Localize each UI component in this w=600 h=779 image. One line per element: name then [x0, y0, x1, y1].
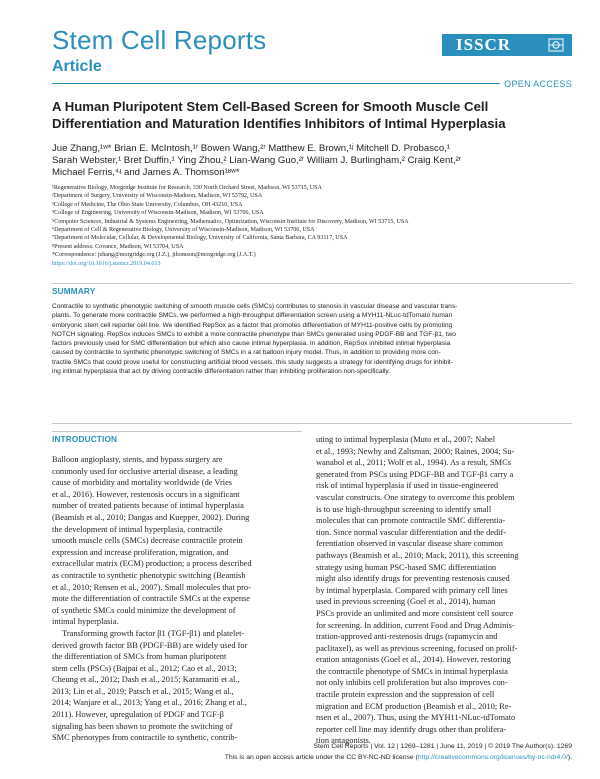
body-line: PSCs provide an unlimited and more consistent cell source	[316, 608, 514, 618]
open-access-badge: OPEN ACCESS	[500, 79, 572, 89]
body-line: derived growth factor BB (PDGF-BB) are widely used for	[52, 640, 248, 650]
author-list	[52, 143, 552, 179]
author-line: Michael Ferris,⁴ʵ and James A. Thomson¹ʶʷ*	[52, 167, 240, 178]
body-line: is to use high-throughput screening to identify small	[316, 504, 492, 514]
header-rule	[52, 83, 572, 84]
body-line: pathways (Beamish et al., 2010; Mack, 2011), this screening	[316, 550, 519, 560]
body-line: Transforming growth factor β1 (TGF-β1) and platelet-	[62, 628, 245, 638]
affiliation-line: ⁵Computer Sciences, Industrial & Systems Engineering, Mathematics, Optimization, Wisconsin Institute for Discovery, Madison, WI 53715, USA	[52, 218, 409, 225]
body-line: number of treated patients because of intimal hyperplasia	[52, 501, 244, 511]
summary-line: ing intimal hyperplasia that act by driving contractile differentiation rather than inhibiting proliferation non-specifically.	[52, 368, 391, 376]
author-line: Sarah Webster,¹ Bret Duffin,¹ Ying Zhou,² Lian-Wang Guo,²ʳ William J. Burlingham,² Craig Kent,²ʳ	[52, 155, 462, 166]
body-line: by intimal hyperplasia. Compared with primary cell lines	[316, 585, 508, 595]
body-line: the development of intimal hyperplasia, contractile	[52, 524, 223, 534]
body-line: wanabol et al., 2011; Wolf et al., 1994). As a result, SMCs	[316, 458, 511, 468]
intro-rule	[52, 431, 302, 432]
body-line: expression and increase proliferation, migration, and	[52, 547, 229, 557]
title-line: A Human Pluripotent Stem Cell-Based Screen for Smooth Muscle Cell	[52, 99, 489, 114]
affiliations	[52, 184, 572, 268]
title-line: Differentiation and Maturation Identifies Inhibitors of Intimal Hyperplasia	[52, 116, 506, 131]
intro-left-column	[52, 454, 302, 744]
body-line: molecules that can promote contractile SMC differentia-	[316, 516, 506, 526]
body-line: tion. Since normal vascular differentiation and the dedif-	[316, 527, 507, 537]
article-title	[52, 98, 562, 132]
body-line: cause of morbidity and mortality worldwide (de Vries	[52, 478, 233, 488]
introduction-heading: INTRODUCTION	[52, 435, 118, 444]
isscr-logo-text: ISSCR	[456, 35, 512, 54]
body-line: generated from PSCs using PDGF-BB and TGF-β1 carry a	[316, 469, 514, 479]
body-line: tractile protein expression and the suppression of cell	[316, 690, 495, 700]
body-line: Balloon angioplasty, stents, and bypass surgery are	[52, 455, 223, 464]
affiliation-line: ²Department of Surgery, University of Wisconsin-Madison, Madison, WI 53792, USA	[52, 193, 263, 200]
summary-line: embryonic stem cell reporter cell line. We identified RepSox as a factor that promotes differentiation of MYH11-positive cells by promoting	[52, 321, 453, 329]
body-line: SMC phenotypes from contractile to synthetic, contrib-	[52, 733, 238, 743]
summary-line: factors previously used for SMC differentiation but which also cause intimal hyperplasia. In addition, RepSox inhibited intimal hyperplasia	[52, 340, 451, 348]
body-line: et al., 1993; Newby and Zaltsman, 2000; Raines, 2004; Su-	[316, 446, 515, 456]
body-line: mote the differentiation of contractile SMCs at the expense	[52, 594, 250, 604]
body-line: ferentiation observed in vascular disease share common	[316, 539, 503, 549]
body-line: strategy using human PSC-based SMC differentiation	[316, 562, 497, 572]
body-line: reporter cell line may identify drugs other than prolifera-	[316, 724, 507, 734]
body-line: 2011). However, upregulation of PDGF and TGF-β	[52, 710, 224, 720]
body-line: not only inhibits cell proliferation but also improves con-	[316, 678, 508, 688]
summary-text	[52, 302, 574, 376]
body-line: 2014; Wanjare et al., 2013; Yang et al., 2016; Zhang et al.,	[52, 698, 248, 708]
summary-line: caused by contractile to synthetic phenotypic switching of SMCs in a rat balloon injury model. Thus, in addition to providing more con-	[52, 349, 441, 357]
body-line: the contractile phenotype of SMCs in intimal hyperplasia	[316, 666, 508, 676]
license-suffix: ).	[567, 754, 572, 761]
body-line: commonly used for occlusive arterial disease, a leading	[52, 466, 238, 476]
body-line: as contractile to synthetic phenotypic switching (Beamish	[52, 570, 246, 580]
journal-name: Stem Cell Reports	[52, 25, 267, 55]
body-line: eration antagonists (Goel et al., 2014). However, restoring	[316, 655, 511, 665]
affiliation-line: ³College of Medicine, The Ohio State University, Columbus, OH 43210, USA	[52, 201, 243, 208]
license-prefix: This is an open access article under the CC BY-NC-ND license (	[224, 754, 418, 761]
license-link[interactable]: http://creativecommons.org/licenses/by-nc-nd/4.0/	[417, 754, 568, 761]
body-line: intimal hyperplasia.	[52, 617, 119, 627]
summary-line: Contractile to synthetic phenotypic switching of smooth muscle cells (SMCs) contributes to stenosis in vascular disease and vascular trans-	[52, 303, 458, 310]
summary-line: tractile SMCs that could prove useful for constructing artificial blood vessels, this study suggests a strategy for identifying drugs for inhibit-	[52, 358, 453, 366]
body-line: migration and ECM production (Beamish et al., 2010; Re-	[316, 701, 512, 711]
body-line: et al., 2010; Rensen et al., 2007). Small molecules that pro-	[52, 582, 251, 592]
body-line: used in previous screening (Goel et al., 2014), human	[316, 597, 496, 607]
doi-link[interactable]: https://doi.org/10.1016/j.stemcr.2019.04.013	[52, 260, 161, 267]
body-line: paclitaxel), as well as previous screening, focused on prolif-	[316, 643, 518, 653]
body-line: extracellular matrix (ECM) production; a process described	[52, 559, 252, 569]
summary-heading: SUMMARY	[52, 287, 96, 296]
body-line: 2013; Lin et al., 2019; Patsch et al., 2015; Wang et al.,	[52, 686, 234, 696]
isscr-emblem-icon	[548, 38, 564, 52]
body-line: stem cells (PSCs) (Bajpai et al., 2012; Cao et al., 2013;	[52, 663, 237, 673]
body-line: of synthetic SMCs could minimize the development of	[52, 605, 236, 615]
body-line: uting to intimal hyperplasia (Muto et al., 2007; Nabel	[316, 435, 496, 444]
summary-bottom-rule	[52, 423, 572, 424]
body-line: (Beamish et al., 2010; Dangas and Kuepper, 2002). During	[52, 512, 250, 522]
affiliation-line: ⁴College of Engineering, University of Wisconsin-Madison, Madison, WI 53706, USA	[52, 210, 264, 217]
body-line: risk of intimal hyperplasia if used in tissue-engineered	[316, 481, 499, 491]
body-line: the differentiation of SMCs from human pluripotent	[52, 652, 227, 662]
body-line: nsen et al., 2007). Thus, using the MYH11-NLuc-tdTomato	[316, 713, 516, 723]
affiliation-line: ⁸Present address: Covance, Madison, WI 53704, USA	[52, 243, 184, 250]
body-line: vascular constructs. One strategy to overcome this problem	[316, 492, 515, 502]
author-line: Jue Zhang,¹ʷ* Brian E. McIntosh,¹ʳ Bowen Wang,²ʳ Matthew E. Brown,¹ʲ Mitchell D. Probasco,¹	[52, 143, 451, 154]
body-line: might also identify drugs for preventing restenosis caused	[316, 574, 510, 584]
summary-top-rule	[52, 283, 572, 284]
intro-right-column	[316, 434, 574, 747]
affiliation-line: ⁶Department of Cell & Regenerative Biology, University of Wisconsin-Madison, Madison, WI 53706, USA	[52, 227, 315, 234]
footer-license	[225, 754, 572, 761]
affiliation-line: ⁷Department of Molecular, Cellular, & Developmental Biology, University of California, Santa Barbara, CA 93117, USA	[52, 235, 348, 242]
isscr-logo[interactable]	[442, 34, 572, 56]
footer-citation: Stem Cell Reports | Vol. 12 | 1269–1281 | June 11, 2019 | © 2019 The Author(s). 1269	[313, 743, 572, 750]
body-line: smooth muscle cells (SMCs) decrease contractile protein	[52, 536, 243, 546]
summary-line: plants. To generate more contractile SMCs, we performed a high-throughput differentiation screen using a MYH11-NLuc-tdTomato human	[52, 312, 453, 320]
affiliation-line: ¹Regenerative Biology, Morgridge Institute for Research, 330 North Orchard Street, Madison, WI 53715, USA	[52, 185, 322, 191]
body-line: signaling has been shown to promote the switching of	[52, 721, 233, 731]
body-line: for screening. In addition, current Food and Drug Adminis-	[316, 620, 515, 630]
body-line: tion antagonists.	[316, 736, 371, 746]
article-type: Article	[52, 58, 102, 75]
body-line: et al., 2016). However, restenosis occurs in a significant	[52, 489, 240, 499]
body-line: tration-approved anti-restenosis drugs (rapamycin and	[316, 632, 498, 642]
body-line: Cheung et al., 2012; Dash et al., 2015; Karamariti et al.,	[52, 675, 240, 685]
correspondence-line: *Correspondence: jzhang@morgridge.org (J.Z.), jthomson@morgridge.org (J.A.T.)	[52, 252, 256, 259]
summary-line: NOTCH signaling. RepSox induces SMCs to exhibit a more contractile phenotype than SMCs generated using PDGF-BB and TGF-β1, two	[52, 330, 456, 338]
